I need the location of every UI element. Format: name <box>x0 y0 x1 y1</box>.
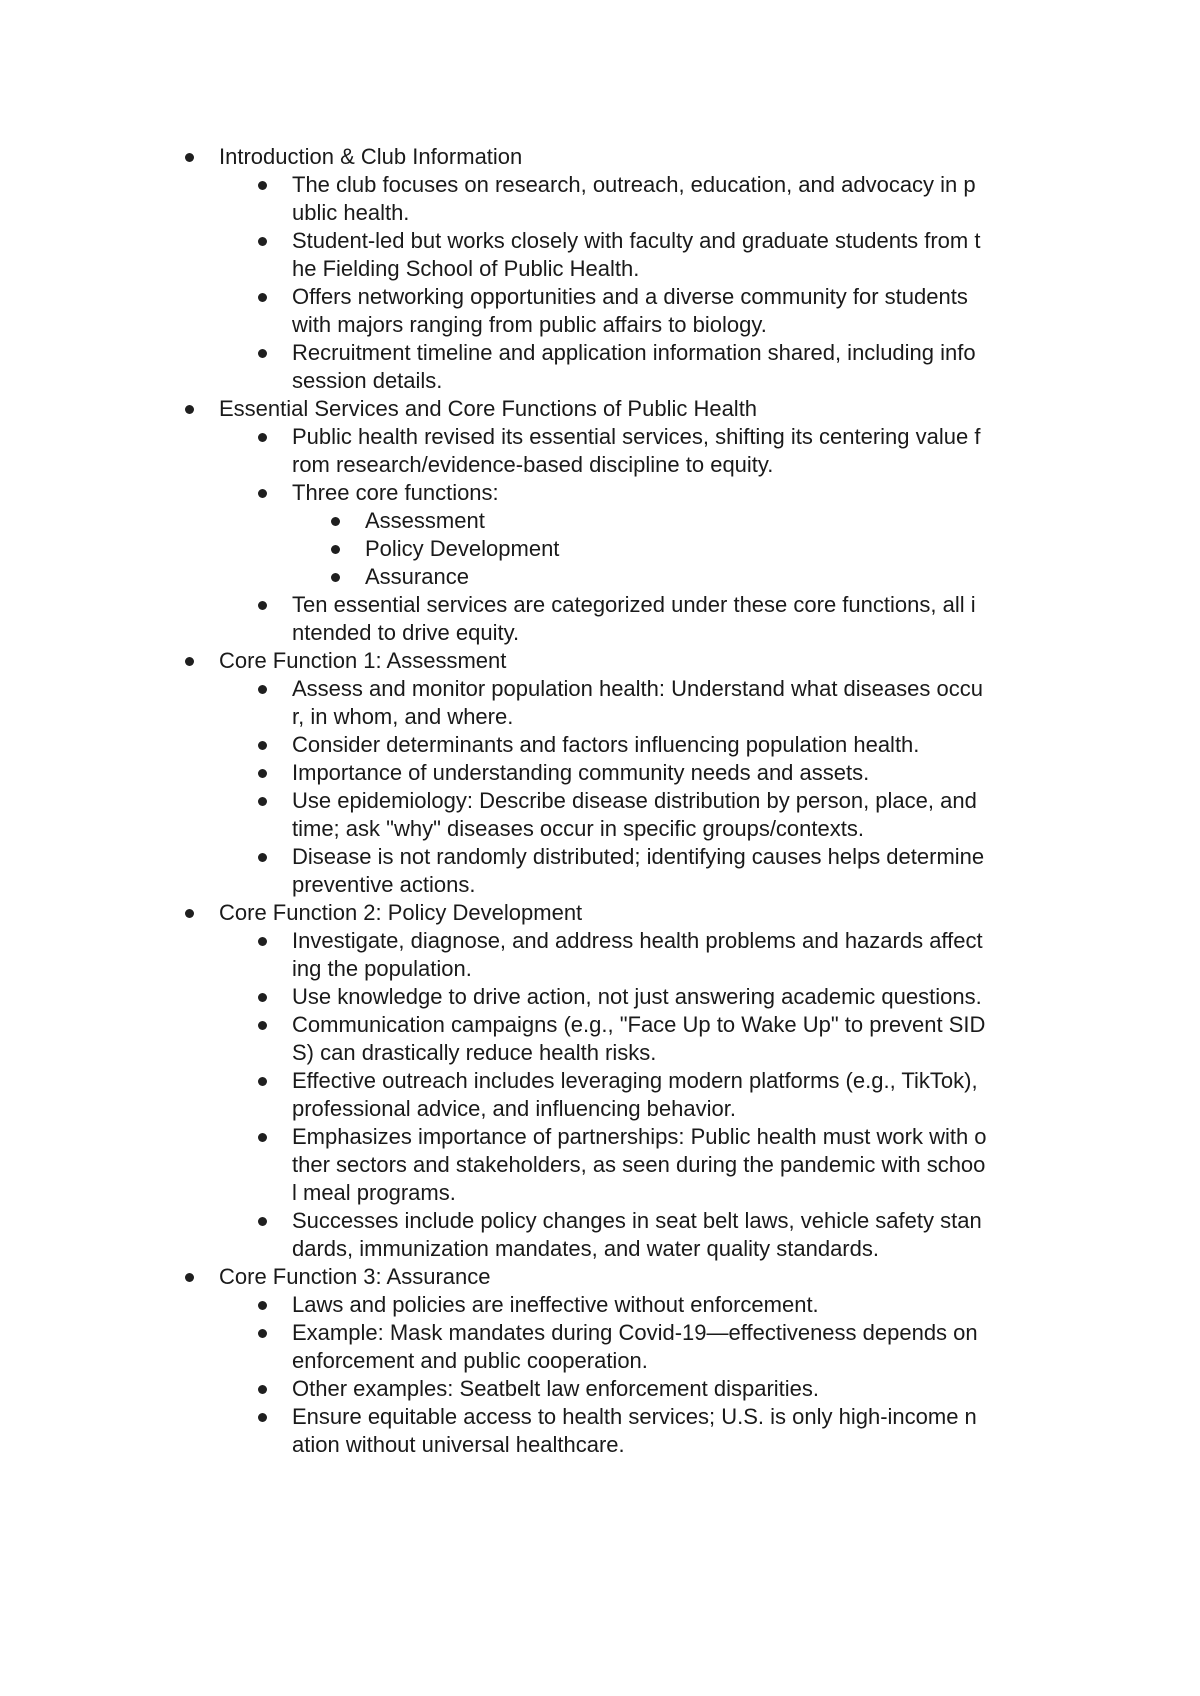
list-item-text: Successes include policy changes in seat belt laws, vehicle safety stan <box>292 1208 982 1233</box>
list-item-text: Student-led but works closely with faculty and graduate students from t <box>292 228 981 253</box>
list-item <box>292 983 1074 1011</box>
list-item-text: Effective outreach includes leveraging modern platforms (e.g., TikTok), <box>292 1068 978 1093</box>
list-item-text-continued: l meal programs. <box>292 1180 456 1205</box>
list-item-text: Example: Mask mandates during Covid-19—effectiveness depends on <box>292 1320 978 1345</box>
list-item-text: Offers networking opportunities and a diverse community for students <box>292 284 968 309</box>
list-item <box>292 1123 1074 1207</box>
list-item <box>292 1067 1074 1123</box>
section <box>219 395 1074 647</box>
list-item-text-continued: dards, immunization mandates, and water quality standards. <box>292 1236 879 1261</box>
section-title: Core Function 2: Policy Development <box>219 899 1074 927</box>
list-item-text: Communication campaigns (e.g., "Face Up to Wake Up" to prevent SID <box>292 1012 986 1037</box>
list-item <box>292 423 1074 479</box>
list-item <box>292 339 1074 395</box>
list-item <box>292 1375 1074 1403</box>
list-item <box>292 787 1074 843</box>
list-item-text: Emphasizes importance of partnerships: Public health must work with o <box>292 1124 987 1149</box>
list-item-text-continued: he Fielding School of Public Health. <box>292 256 640 281</box>
list-item-text: Consider determinants and factors influencing population health. <box>292 732 920 757</box>
list-item-text-continued: S) can drastically reduce health risks. <box>292 1040 657 1065</box>
sub-list-item: Policy Development <box>365 535 1074 563</box>
list-item-text: Investigate, diagnose, and address health problems and hazards affect <box>292 928 983 953</box>
section <box>219 647 1074 899</box>
list-item-text-continued: ing the population. <box>292 956 472 981</box>
list-item-text: Recruitment timeline and application information shared, including info <box>292 340 976 365</box>
list-item-text: The club focuses on research, outreach, education, and advocacy in p <box>292 172 976 197</box>
list-item <box>292 479 1074 507</box>
list-item <box>292 927 1074 983</box>
list-item-text: Ensure equitable access to health services; U.S. is only high-income n <box>292 1404 977 1429</box>
list-item-text-continued: professional advice, and influencing behavior. <box>292 1096 736 1121</box>
list-item <box>292 227 1074 283</box>
list-item-text: Other examples: Seatbelt law enforcement disparities. <box>292 1376 820 1401</box>
list-item-text-continued: enforcement and public cooperation. <box>292 1348 648 1373</box>
list-item-text-continued: time; ask "why" diseases occur in specific groups/contexts. <box>292 816 864 841</box>
sub-list-item: Assurance <box>365 563 1074 591</box>
list-item-text-continued: ation without universal healthcare. <box>292 1432 625 1457</box>
list-item-text-continued: r, in whom, and where. <box>292 704 514 729</box>
section-title: Introduction & Club Information <box>219 143 1074 171</box>
section <box>219 143 1074 395</box>
list-item <box>292 1207 1074 1263</box>
list-item <box>292 1291 1074 1319</box>
section <box>219 899 1074 1263</box>
list-item <box>292 171 1074 227</box>
list-item <box>292 759 1074 787</box>
list-item-text: Use knowledge to drive action, not just answering academic questions. <box>292 984 982 1009</box>
list-item-text-continued: rom research/evidence-based discipline to equity. <box>292 452 774 477</box>
list-item <box>292 1319 1074 1375</box>
sub-list-item: Assessment <box>365 507 1074 535</box>
list-item-text: Three core functions: <box>292 480 499 505</box>
list-item-text: Laws and policies are ineffective without enforcement. <box>292 1292 819 1317</box>
list-item-text-continued: ntended to drive equity. <box>292 620 520 645</box>
section <box>219 1263 1074 1459</box>
section-title: Core Function 3: Assurance <box>219 1263 1074 1291</box>
notes-outline <box>219 143 1074 1459</box>
list-item-text: Public health revised its essential services, shifting its centering value f <box>292 424 981 449</box>
list-item <box>292 591 1074 647</box>
list-item-text-continued: session details. <box>292 368 443 393</box>
list-item-text-continued: with majors ranging from public affairs to biology. <box>292 312 767 337</box>
section-title: Core Function 1: Assessment <box>219 647 1074 675</box>
list-item <box>292 1011 1074 1067</box>
list-item-text-continued: ther sectors and stakeholders, as seen during the pandemic with schoo <box>292 1152 986 1177</box>
list-item <box>292 1403 1074 1459</box>
list-item-text: Importance of understanding community needs and assets. <box>292 760 870 785</box>
list-item <box>292 283 1074 339</box>
list-item <box>292 731 1074 759</box>
list-item-text-continued: preventive actions. <box>292 872 476 897</box>
list-item-text: Disease is not randomly distributed; identifying causes helps determine <box>292 844 985 869</box>
list-item-text: Use epidemiology: Describe disease distribution by person, place, and <box>292 788 977 813</box>
list-item-text-continued: ublic health. <box>292 200 410 225</box>
section-title: Essential Services and Core Functions of Public Health <box>219 395 1074 423</box>
list-item <box>292 675 1074 731</box>
list-item <box>292 843 1074 899</box>
list-item-text: Assess and monitor population health: Understand what diseases occu <box>292 676 983 701</box>
list-item-text: Ten essential services are categorized under these core functions, all i <box>292 592 976 617</box>
